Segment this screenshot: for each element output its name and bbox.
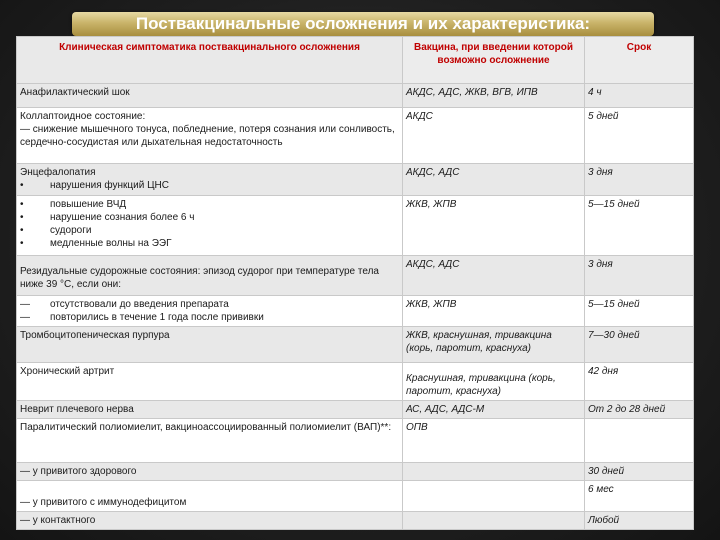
- row-encephalopathy-name: Энцефалопатия: [20, 167, 96, 178]
- row-polio-contact-term: Любой: [585, 512, 694, 530]
- row-polio-healthy-name: — у привитого здорового: [17, 463, 403, 481]
- title-banner: [72, 12, 654, 36]
- row-collapse-cell: [17, 108, 403, 164]
- row-collapse-term: 5 дней: [585, 108, 694, 164]
- table-row: [17, 196, 694, 256]
- encephalopathy-list: [20, 179, 399, 192]
- list-item: • судороги: [20, 225, 92, 236]
- table-row: [17, 256, 694, 296]
- complications-table-sheet: [16, 36, 693, 526]
- row-polio-healthy-term: 30 дней: [585, 463, 694, 481]
- list-item: • нарушение сознания более 6 ч: [20, 212, 195, 223]
- row-residual-vaccine-2: ЖКВ, ЖПВ: [403, 296, 585, 327]
- row-arthritis-vaccine: Краснушная, тривакцина (корь, паротит, краснуха): [406, 373, 556, 397]
- table-row: [17, 419, 694, 463]
- row-polio-immuno-name: — у привитого с иммунодефицитом: [20, 497, 187, 508]
- row-polio-name: Паралитический полиомиелит, вакциноассоциированный полиомиелит (ВАП)**:: [17, 419, 403, 463]
- list-item: — отсутствовали до введения препарата: [20, 299, 229, 310]
- row-neuritis-vaccine: АС, АДС, АДС-М: [403, 401, 585, 419]
- encephalopathy-list-cont: [20, 198, 399, 250]
- row-encephalopathy-term-1: 3 дня: [585, 164, 694, 196]
- row-polio-immuno-vaccine: [403, 481, 585, 512]
- row-residual-cell-2: [17, 296, 403, 327]
- table-row: [17, 363, 694, 401]
- row-polio-immuno-cell: [17, 481, 403, 512]
- table-row: [17, 108, 694, 164]
- row-anaphylaxis-name: Анафилактический шок: [17, 84, 403, 108]
- row-polio-term: [585, 419, 694, 463]
- row-arthritis-vaccine-cell: [403, 363, 585, 401]
- list-item: • нарушения функций ЦНС: [20, 180, 169, 191]
- header-symptoms: Клиническая симптоматика поствакцинального осложнения: [17, 37, 403, 84]
- list-item: • медленные волны на ЭЭГ: [20, 238, 172, 249]
- header-vaccine: Вакцина, при введении которой возможно осложнение: [403, 37, 585, 84]
- row-residual-term-2: 5—15 дней: [585, 296, 694, 327]
- row-neuritis-term: От 2 до 28 дней: [585, 401, 694, 419]
- row-anaphylaxis-vaccine: АКДС, АДС, ЖКВ, ВГВ, ИПВ: [403, 84, 585, 108]
- list-item: — повторились в течение 1 года после прививки: [20, 312, 264, 323]
- table-row: [17, 481, 694, 512]
- row-collapse-desc: — снижение мышечного тонуса, побледнение, потеря сознания или сонливость, сердечно-сосудистая или дыхательная недостаточность: [20, 124, 395, 148]
- row-encephalopathy-vaccine-2: ЖКВ, ЖПВ: [403, 196, 585, 256]
- row-residual-name: Резидуальные судорожные состояния: эпизод судорог при температуре тела ниже 39 °С, если они:: [20, 266, 379, 290]
- row-arthritis-name: Хронический артрит: [17, 363, 403, 401]
- table-row: [17, 296, 694, 327]
- row-polio-contact-vaccine: [403, 512, 585, 530]
- row-encephalopathy-cell-2: [17, 196, 403, 256]
- page-title: Поствакцинальные осложнения и их характеристика:: [135, 14, 591, 33]
- row-arthritis-term: 42 дня: [585, 363, 694, 401]
- header-term: Срок: [585, 37, 694, 84]
- row-collapse-vaccine: АКДС: [403, 108, 585, 164]
- row-encephalopathy-cell: [17, 164, 403, 196]
- row-polio-immuno-term: 6 мес: [585, 481, 694, 512]
- table-row: [17, 84, 694, 108]
- header-row: [17, 37, 694, 84]
- row-residual-cell: [17, 256, 403, 296]
- row-polio-contact-name: — у контактного: [17, 512, 403, 530]
- table-row: [17, 327, 694, 363]
- row-anaphylaxis-term: 4 ч: [585, 84, 694, 108]
- table-row: [17, 164, 694, 196]
- row-encephalopathy-term-2: 5—15 дней: [585, 196, 694, 256]
- table-row: [17, 512, 694, 530]
- table-row: [17, 401, 694, 419]
- residual-list: [20, 298, 399, 324]
- row-polio-vaccine: ОПВ: [403, 419, 585, 463]
- row-residual-term-1: 3 дня: [585, 256, 694, 296]
- list-item: • повышение ВЧД: [20, 199, 127, 210]
- table-row: [17, 463, 694, 481]
- row-neuritis-name: Неврит плечевого нерва: [17, 401, 403, 419]
- row-encephalopathy-vaccine-1: АКДС, АДС: [403, 164, 585, 196]
- row-collapse-name: Коллаптоидное состояние:: [20, 111, 146, 122]
- row-thrombocytopenic-name: Тромбоцитопеническая пурпура: [17, 327, 403, 363]
- row-residual-vaccine-1: АКДС, АДС: [403, 256, 585, 296]
- row-polio-healthy-vaccine: [403, 463, 585, 481]
- complications-table: [16, 36, 694, 530]
- row-thrombocytopenic-vaccine: ЖКВ, краснушная, тривакцина (корь, паротит, краснуха): [403, 327, 585, 363]
- row-thrombocytopenic-term: 7—30 дней: [585, 327, 694, 363]
